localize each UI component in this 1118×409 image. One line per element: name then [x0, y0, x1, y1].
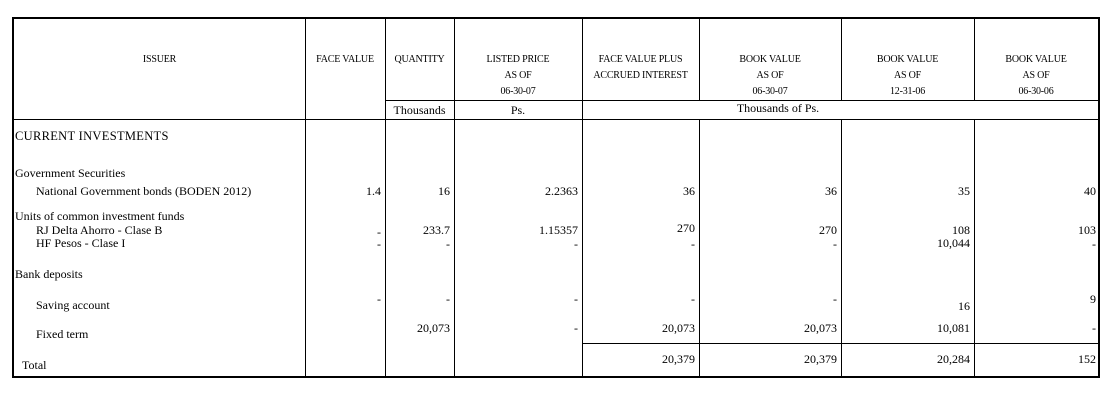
- header-issuer: ISSUER: [142, 54, 177, 65]
- header-listed-price: LISTED PRICE AS OF 06-30-07: [486, 54, 550, 97]
- cell-quantity: 20,073: [417, 321, 450, 335]
- cell-bv-063006: 9: [1090, 292, 1096, 306]
- cell-bv-063006: 103: [1078, 223, 1096, 237]
- header-face-value: FACE VALUE: [316, 54, 374, 65]
- cell-face-value: -: [377, 225, 381, 239]
- cell-bv-123106: 16: [958, 299, 970, 313]
- row-label: RJ Delta Ahorro - Clase B: [36, 223, 163, 237]
- cell-fvpai: -: [691, 237, 695, 251]
- cell-bv-063007: 270: [819, 223, 837, 237]
- cell-bv-123106: 10,081: [937, 321, 970, 335]
- cell-listed-price: -: [574, 321, 578, 335]
- cell-quantity: 16: [438, 184, 450, 198]
- cell-fvpai: -: [691, 292, 695, 306]
- total-bv-123106: 20,284: [937, 352, 970, 366]
- total-bv-063007: 20,379: [804, 352, 837, 366]
- cell-listed-price: -: [574, 237, 578, 251]
- header-book-value-063006: BOOK VALUE AS OF 06-30-06: [1005, 54, 1067, 97]
- cell-bv-063006: 40: [1084, 184, 1096, 198]
- row-label: Saving account: [36, 298, 110, 312]
- cell-bv-063007: 36: [825, 184, 837, 198]
- cell-bv-063006: -: [1092, 321, 1096, 335]
- header-book-value-063007: BOOK VALUE AS OF 06-30-07: [739, 54, 801, 97]
- row-label: Fixed term: [36, 327, 89, 341]
- total-fvpai: 20,379: [662, 352, 695, 366]
- cell-fvpai: 20,073: [662, 321, 695, 335]
- unit-values: Thousands of Ps.: [736, 101, 820, 115]
- cell-fvpai: 270: [677, 221, 695, 235]
- header-book-value-123106: BOOK VALUE AS OF 12-31-06: [876, 54, 939, 97]
- cell-bv-063007: 20,073: [804, 321, 837, 335]
- header-face-value-plus: FACE VALUE PLUS ACCRUED INTEREST: [593, 54, 688, 81]
- section-common-funds: Units of common investment funds: [15, 209, 185, 223]
- cell-listed-price: -: [574, 292, 578, 306]
- cell-quantity: -: [446, 237, 450, 251]
- cell-fvpai: 36: [683, 184, 695, 198]
- row-label: National Government bonds (BODEN 2012): [36, 184, 252, 198]
- cell-bv-063006: -: [1092, 237, 1096, 251]
- header-bottom-rule: [14, 119, 1098, 120]
- cell-bv-063007: -: [833, 237, 837, 251]
- row-label: HF Pesos - Clase I: [36, 236, 126, 250]
- cell-bv-123106: 108: [952, 223, 970, 237]
- cell-bv-123106: 35: [958, 184, 970, 198]
- cell-bv-123106: 10,044: [937, 236, 970, 250]
- section-government-securities: Government Securities: [15, 166, 126, 180]
- cell-quantity: -: [446, 292, 450, 306]
- cell-bv-063007: -: [833, 292, 837, 306]
- cell-face-value: 1.4: [366, 184, 381, 198]
- unit-quantity: Thousands: [393, 103, 446, 117]
- total-rule: [582, 343, 1098, 344]
- unit-listed-price: Ps.: [510, 103, 526, 117]
- header-quantity: QUANTITY: [394, 54, 445, 65]
- cell-face-value: -: [377, 292, 381, 306]
- investments-table: [12, 17, 1100, 378]
- total-bv-063006: 152: [1078, 352, 1096, 366]
- cell-face-value: -: [377, 237, 381, 251]
- cell-listed-price: 2.2363: [545, 184, 578, 198]
- cell-quantity: 233.7: [423, 223, 450, 237]
- section-current-investments: CURRENT INVESTMENTS: [15, 129, 169, 143]
- total-label: Total: [22, 358, 47, 372]
- section-bank-deposits: Bank deposits: [15, 267, 83, 281]
- cell-listed-price: 1.15357: [539, 223, 578, 237]
